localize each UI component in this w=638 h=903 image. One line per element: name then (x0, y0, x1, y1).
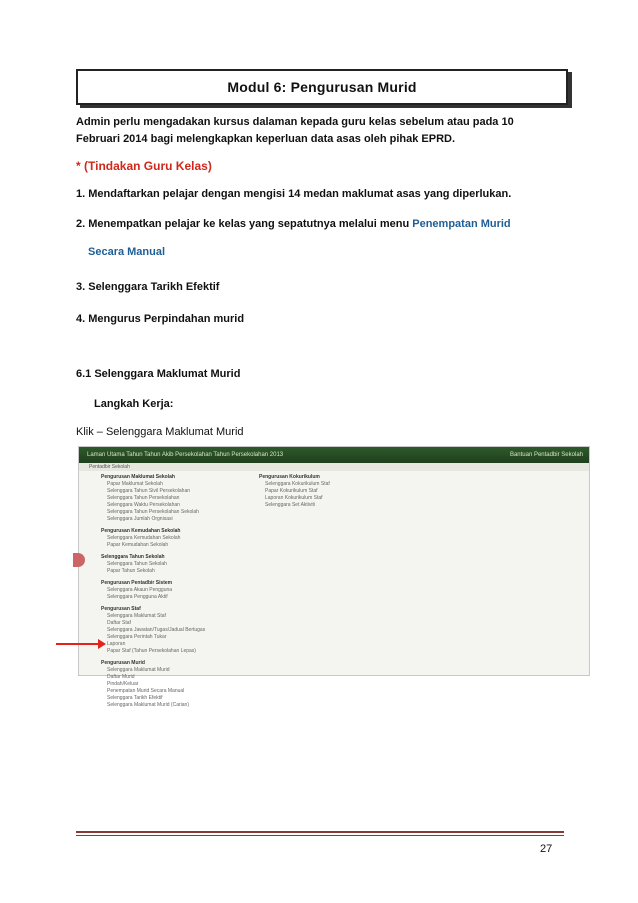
screenshot-side-tab (73, 553, 85, 567)
footer-rule (76, 831, 564, 833)
pointer-arrow-shaft (56, 643, 100, 645)
menu-item[interactable]: Laporan (107, 641, 126, 647)
screenshot-breadcrumb: Pentadbir Sekolah (89, 464, 130, 470)
menu-group-heading: Pengurusan Maklumat Sekolah (101, 474, 175, 480)
step-1: 1. Mendaftarkan pelajar dengan mengisi 14 medan maklumat asas yang diperlukan. (76, 188, 512, 200)
menu-item[interactable]: Selenggara Maklumat Murid (Carian) (107, 702, 189, 708)
menu-item[interactable]: Papar Kemudahan Sekolah (107, 542, 169, 548)
intro-line-2: Februari 2014 bagi melengkapkan keperluan data asas oleh pihak EPRD. (76, 133, 456, 145)
menu-item[interactable]: Daftar Staf (107, 620, 131, 626)
module-title-box (76, 69, 568, 105)
system-screenshot (78, 446, 590, 708)
menu-group-heading-murid: Pengurusan Murid (101, 660, 145, 666)
menu-item[interactable]: Papar Maklumat Sekolah (107, 481, 163, 487)
menu-item[interactable]: Selenggara Waktu Persekolahan (107, 502, 180, 508)
screenshot-nav-left: Laman Utama Tahun Tahun Akib Persekolahan Tahun Persekolahan 2013 (87, 452, 284, 458)
menu-item-selenggara-maklumat-murid[interactable]: Selenggara Maklumat Murid (107, 667, 170, 673)
screenshot-nav-right: Bantuan Pentadbir Sekolah (509, 452, 583, 458)
module-title: Modul 6: Pengurusan Murid (227, 79, 417, 95)
step-2-text: 2. Menempatkan pelajar ke kelas yang sepatutnya melalui menu (76, 218, 413, 230)
menu-item[interactable]: Selenggara Kokurikulum Staf (265, 481, 330, 487)
intro-line-1: Admin perlu mengadakan kursus dalaman kepada guru kelas sebelum atau pada 10 (76, 116, 514, 128)
menu-item[interactable]: Papar Tahun Sekolah (107, 568, 155, 574)
menu-item[interactable]: Penempatan Murid Secara Manual (107, 688, 185, 694)
menu-item[interactable]: Daftar Murid (107, 674, 135, 680)
menu-item[interactable]: Selenggara Tahun Persekolahan (107, 495, 180, 501)
menu-group-heading: Pengurusan Kemudahan Sekolah (101, 528, 181, 534)
menu-item[interactable]: Selenggara Set Aktiviti (265, 502, 316, 508)
page-number: 27 (540, 843, 553, 855)
screenshot-left-menu (101, 469, 205, 709)
menu-item[interactable]: Pindah/Keluar (107, 681, 139, 687)
menu-item[interactable]: Selenggara Perintah Tukar (107, 634, 167, 640)
screenshot-nav-bar (79, 447, 589, 463)
step-4: 4. Mengurus Perpindahan murid (76, 313, 245, 325)
step-2 (76, 216, 511, 232)
menu-item[interactable]: Selenggara Jumlah Orgnisasi (107, 516, 173, 522)
menu-item[interactable]: Papar Kokurikulum Staf (265, 488, 318, 494)
action-note: * (Tindakan Guru Kelas) (76, 159, 212, 173)
klik-instruction: Klik – Selenggara Maklumat Murid (76, 426, 244, 438)
menu-item[interactable]: Selenggara Akaun Pengguna (107, 587, 173, 593)
menu-item[interactable]: Selenggara Tahun Sivil Persekolahan (107, 488, 191, 494)
menu-group-heading: Pengurusan Staf (101, 606, 141, 612)
menu-item[interactable]: Selenggara Tarikh Efektif (107, 695, 163, 701)
pointer-arrow-icon (98, 639, 106, 649)
step-2-link-manual[interactable]: Secara Manual (88, 246, 166, 258)
menu-item[interactable]: Selenggara Pengguna Aktif (107, 594, 168, 600)
menu-group-heading: Selenggara Tahun Sekolah (101, 554, 165, 560)
step-2-link-penempatan[interactable]: Penempatan Murid (412, 218, 511, 230)
menu-item[interactable]: Papar Staf (Tahun Persekolahan Lepas) (107, 648, 196, 654)
menu-item[interactable]: Selenggara Maklumat Staf (107, 613, 166, 619)
menu-group-heading: Pengurusan Kokurikulum (259, 474, 320, 480)
screenshot-right-menu (259, 469, 330, 509)
menu-group-heading: Pengurusan Pentadbir Sistem (101, 580, 173, 586)
menu-item[interactable]: Selenggara Kemudahan Sekolah (107, 535, 181, 541)
menu-item[interactable]: Laporan Kokurikulum Staf (265, 495, 323, 501)
langkah-kerja: Langkah Kerja: (94, 398, 174, 410)
section-heading: 6.1 Selenggara Maklumat Murid (76, 368, 241, 380)
menu-item[interactable]: Selenggara Tahun Persekolahan Sekolah (107, 509, 199, 515)
footer-rule-thin (76, 835, 564, 836)
step-3: 3. Selenggara Tarikh Efektif (76, 281, 220, 293)
menu-item[interactable]: Selenggara Jawatan/Tugas/Jadual Bertugas (107, 627, 206, 633)
menu-item[interactable]: Selenggara Tahun Sekolah (107, 561, 167, 567)
